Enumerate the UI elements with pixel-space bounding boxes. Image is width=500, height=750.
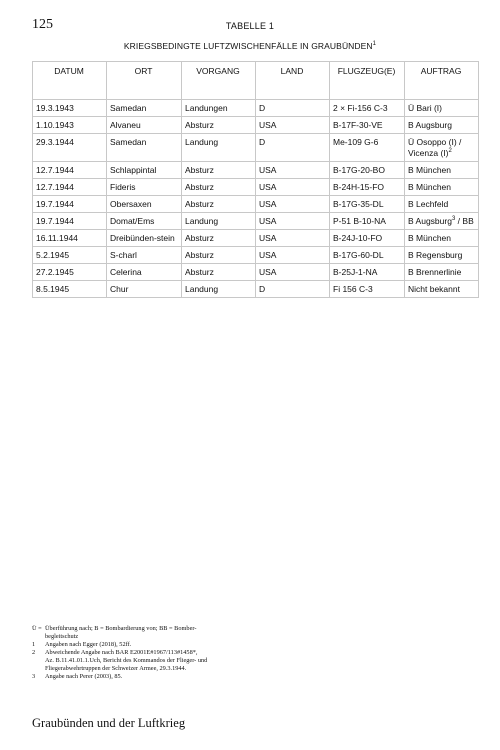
cell-flugzeug-text: Fi 156 C-3 [333,284,373,294]
cell-datum-text: 12.7.1944 [36,182,74,192]
cell-datum [33,247,107,264]
cell-auftrag [405,100,479,117]
footnote-text [45,649,292,673]
cell-auftrag [405,179,479,196]
footnote-line: Angaben nach Egger (2018), 52ff. [45,641,132,648]
cell-vorgang [182,117,256,134]
table-row [33,247,479,264]
cell-vorgang-text: Absturz [185,120,214,130]
cell-auftrag-text: B Lechfeld [408,199,449,209]
cell-land [256,100,330,117]
cell-land-text: USA [259,182,277,192]
cell-land [256,213,330,230]
cell-vorgang [182,134,256,162]
cell-ort-text: Samedan [110,103,147,113]
cell-vorgang-text: Absturz [185,182,214,192]
footnote-text [45,641,292,649]
cell-vorgang-text: Landungen [185,103,228,113]
cell-ort-text: Obersaxen [110,199,152,209]
cell-auftrag-text: B München [408,233,451,243]
cell-land-text: USA [259,250,277,260]
cell-land [256,281,330,298]
cell-land-text: D [259,284,266,294]
footnote-mark: 2 [448,148,452,155]
cell-auftrag [405,264,479,281]
cell-flugzeug-text: Me-109 G-6 [333,137,379,147]
cell-land [256,117,330,134]
cell-auftrag-text: Ü Bari (I) [408,103,442,113]
cell-ort-text: Alvaneu [110,120,141,130]
cell-datum [33,179,107,196]
footnote-marker: 3 [32,673,36,680]
cell-auftrag [405,196,479,213]
cell-auftrag-text: B München [408,182,451,192]
cell-auftrag-text: Nicht bekannt [408,284,460,294]
cell-ort [107,213,182,230]
table-title-text: KRIEGSBEDINGTE LUFTZWISCHENFÄLLE IN GRAUBÜNDEN [123,41,373,51]
cell-auftrag-text: B Brennerlinie [408,267,462,277]
table-row [33,264,479,281]
column-header-land: LAND [256,62,330,100]
table-body [33,100,479,298]
table-row [33,134,479,162]
cell-land-text: USA [259,199,277,209]
cell-datum [33,100,107,117]
cell-land-text: USA [259,120,277,130]
cell-ort [107,179,182,196]
incidents-table [32,61,479,298]
cell-auftrag [405,134,479,162]
cell-flugzeug [330,230,405,247]
cell-flugzeug [330,264,405,281]
footnote-item [32,641,292,649]
cell-flugzeug [330,100,405,117]
cell-ort-text: Fideris [110,182,136,192]
cell-auftrag [405,213,479,230]
cell-vorgang [182,179,256,196]
footnote-marker: 1 [32,641,36,648]
cell-ort [107,117,182,134]
cell-land [256,264,330,281]
cell-auftrag-text: B Augsburg [408,216,452,226]
cell-vorgang-text: Absturz [185,250,214,260]
cell-vorgang [182,230,256,247]
footnote-line: begleitschutz [45,633,79,640]
footnote-line: Abweichende Angabe nach BAR E2001E#1967/113#1458*, [45,649,198,656]
cell-flugzeug [330,213,405,230]
table-header-row [33,62,479,100]
cell-flugzeug-text: B-17G-20-BO [333,165,385,175]
cell-ort [107,134,182,162]
cell-datum-text: 8.5.1945 [36,284,70,294]
table-row [33,230,479,247]
cell-vorgang [182,264,256,281]
cell-land [256,179,330,196]
table-title [0,41,500,51]
cell-flugzeug [330,179,405,196]
cell-land [256,247,330,264]
cell-vorgang-text: Landung [185,216,219,226]
cell-datum-text: 16.11.1944 [36,233,78,243]
cell-datum-text: 19.3.1943 [36,103,74,113]
cell-datum [33,281,107,298]
table-row [33,117,479,134]
table-row [33,281,479,298]
cell-auftrag-text: B München [408,165,451,175]
cell-vorgang [182,213,256,230]
footnote-item [32,673,292,681]
cell-land-text: D [259,137,266,147]
cell-auftrag [405,117,479,134]
cell-vorgang [182,162,256,179]
page-number: 125 [32,17,53,32]
cell-auftrag-text: Ü Osoppo (I) / Vicenza (I) [408,137,462,158]
cell-datum-text: 27.2.1945 [36,267,74,277]
cell-auftrag [405,230,479,247]
footnote-text [45,625,292,641]
running-footer-title: Graubünden und der Luftkrieg [32,716,186,730]
cell-datum [33,213,107,230]
cell-vorgang-text: Absturz [185,233,214,243]
cell-land-text: USA [259,267,277,277]
cell-land [256,134,330,162]
cell-datum-text: 12.7.1944 [36,165,74,175]
cell-datum [33,162,107,179]
cell-ort-text: Chur [110,284,129,294]
cell-ort [107,247,182,264]
cell-flugzeug-text: B-25J-1-NA [333,267,378,277]
table-row [33,213,479,230]
cell-vorgang-text: Absturz [185,165,214,175]
footnote-line: Fliegerabwehrtruppen der Schweizer Armee, 29.3.1944. [45,665,187,672]
cell-vorgang-text: Landung [185,137,219,147]
cell-ort-text: Celerina [110,267,142,277]
table-row [33,162,479,179]
cell-vorgang [182,247,256,264]
cell-flugzeug [330,247,405,264]
footnote-item [32,625,292,641]
cell-auftrag-text: B Regensburg [408,250,463,260]
cell-ort-text: Domat/Ems [110,216,155,226]
cell-ort [107,196,182,213]
cell-vorgang-text: Absturz [185,267,214,277]
cell-flugzeug-text: B-17G-60-DL [333,250,384,260]
cell-vorgang [182,196,256,213]
cell-land-text: USA [259,165,277,175]
footnote-line: Az. B.11.41.01.1.Uch, Bericht des Kommandos der Flieger- und [45,657,208,664]
cell-vorgang [182,281,256,298]
cell-ort [107,264,182,281]
cell-flugzeug-text: B-17F-30-VE [333,120,383,130]
column-header-flugzeug: FLUGZEUG(E) [330,62,405,100]
table-row [33,100,479,117]
column-header-auftrag: AUFTRAG [405,62,479,100]
cell-ort-text: Dreibünden-stein [110,233,175,243]
footnotes [32,625,292,681]
cell-datum [33,196,107,213]
cell-datum [33,264,107,281]
cell-flugzeug [330,134,405,162]
cell-ort-text: S-charl [110,250,137,260]
cell-datum [33,117,107,134]
cell-land [256,196,330,213]
column-header-datum: DATUM [33,62,107,100]
cell-auftrag-text: B Augsburg [408,120,452,130]
footnote-mark: 3 [451,216,456,223]
cell-flugzeug-text: B-24H-15-FO [333,182,385,192]
cell-ort [107,230,182,247]
cell-datum [33,134,107,162]
cell-datum-text: 19.7.1944 [36,199,74,209]
cell-flugzeug-text: B-17G-35-DL [333,199,384,209]
cell-auftrag [405,162,479,179]
cell-flugzeug [330,196,405,213]
footnote-marker: Ü = [32,625,42,632]
column-header-vorgang: VORGANG [182,62,256,100]
cell-land-text: D [259,103,266,113]
cell-ort [107,162,182,179]
table-title-footnote-mark: 1 [372,41,377,48]
cell-vorgang-text: Landung [185,284,219,294]
table-row [33,196,479,213]
cell-auftrag [405,247,479,264]
cell-flugzeug [330,281,405,298]
table-row [33,179,479,196]
footnote-line: Überführung nach; B = Bombardierung von; BB = Bomber- [45,625,197,632]
cell-land [256,230,330,247]
cell-vorgang-text: Absturz [185,199,214,209]
footnote-text [45,673,292,681]
cell-flugzeug-text: 2 × Fi-156 C-3 [333,103,388,113]
cell-auftrag [405,281,479,298]
cell-flugzeug-text: P-51 B-10-NA [333,216,386,226]
cell-vorgang [182,100,256,117]
footnote-item [32,649,292,673]
cell-datum-text: 19.7.1944 [36,216,74,226]
cell-datum-text: 1.10.1943 [36,120,74,130]
cell-ort-text: Schlappintal [110,165,157,175]
cell-flugzeug-text: B-24J-10-FO [333,233,383,243]
cell-ort [107,281,182,298]
cell-datum-text: 5.2.1945 [36,250,70,260]
cell-datum [33,230,107,247]
table-label: TABELLE 1 [225,21,275,31]
cell-ort-text: Samedan [110,137,147,147]
footnote-marker: 2 [32,649,36,656]
cell-flugzeug [330,117,405,134]
cell-datum-text: 29.3.1944 [36,137,74,147]
cell-auftrag-suffix: / BB [457,216,474,226]
cell-land-text: USA [259,233,277,243]
cell-land-text: USA [259,216,277,226]
cell-flugzeug [330,162,405,179]
footnote-line: Angabe nach Perer (2003), 85. [45,673,123,680]
cell-land [256,162,330,179]
column-header-ort: ORT [107,62,182,100]
cell-ort [107,100,182,117]
